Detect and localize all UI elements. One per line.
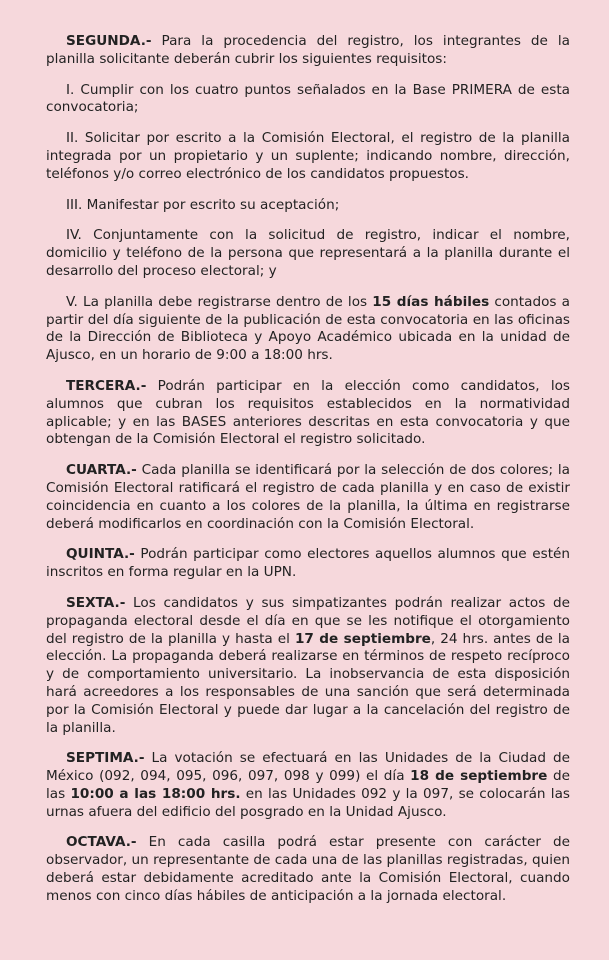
section-text-cont: de las: [46, 768, 570, 802]
section-septima: [46, 750, 570, 821]
section-heading: SEXTA.-: [66, 594, 126, 611]
requirement-v-text: V. La planilla debe registrarse dentro de los: [66, 293, 373, 310]
section-tercera: [46, 378, 570, 449]
requirement-i: I. Cumplir con los cuatro puntos señalados en la Base PRIMERA de esta convocatoria;: [46, 81, 570, 116]
section-text-end: en las Unidades 092 y la 097, se colocarán las urnas afuera del edificio del posgrado en la Unidad Ajusco.: [46, 785, 570, 820]
requirement-v-deadline: 15 días hábiles: [372, 293, 490, 310]
section-quinta: [46, 546, 570, 582]
section-segunda: [46, 33, 570, 69]
time-highlight: 10:00 a las 18:00 hrs.: [70, 785, 241, 802]
date-highlight: 17 de septiembre: [294, 630, 431, 647]
section-sexta: [46, 595, 570, 737]
section-heading: TERCERA.-: [66, 377, 147, 394]
section-octava: [46, 834, 570, 905]
section-text: Podrán participar como electores aquellos alumnos que estén inscritos en forma regular en la UPN.: [46, 546, 570, 581]
requirement-ii: II. Solicitar por escrito a la Comisión Electoral, el registro de la planilla integrada por un propietario y un suplente; indicando nombre, dirección, teléfonos y/o correo electrónico de los candidatos propuestos.: [46, 130, 570, 182]
section-heading: SEPTIMA.-: [66, 750, 145, 767]
section-text: Para la procedencia del registro, los integrantes de la planilla solicitante deberán cubrir los siguientes requisitos:: [46, 33, 570, 67]
date-highlight: 18 de septiembre: [410, 768, 548, 785]
section-text: Cada planilla se identificará por la selección de dos colores; la Comisión Electoral ratificará el registro de cada planilla y en caso de existir coincidencia en cuanto a los colores de la planilla, la última en registrarse deberá modificarlos en coordinación con la Comisión Electoral.: [46, 462, 570, 532]
requirement-v: [46, 294, 570, 365]
section-text: La votación se efectuará en las Unidades de la Ciudad de México (092, 094, 095, 096, 097, 098 y 099) el día: [46, 750, 570, 785]
section-text: Los candidatos y sus simpatizantes podrán realizar actos de propaganda electoral desde el día en que se les notifique el otorgamiento del registro de la planilla y hasta el: [46, 594, 570, 647]
section-text: En cada casilla podrá estar presente con carácter de observador, un representante de cada una de las planillas registradas, quien deberá estar debidamente acreditado ante la Comisión Electoral, cuando menos con cinco días hábiles de anticipación a la jornada electoral.: [46, 834, 570, 904]
section-text: Podrán participar en la elección como candidatos, los alumnos que cubran los requisitos establecidos en la normatividad aplicable; y en las BASES anteriores descritas en esta convocatoria y que obtengan de la Comisión Electoral el registro solicitado.: [46, 377, 570, 448]
requirement-iv: IV. Conjuntamente con la solicitud de registro, indicar el nombre, domicilio y teléfono de la persona que representará a la planilla durante el desarrollo del proceso electoral; y: [46, 227, 570, 279]
section-heading: QUINTA.-: [66, 546, 135, 563]
requirement-v-text-cont: contados a partir del día siguiente de la publicación de esta convocatoria en las oficinas de la Dirección de Biblioteca y Apoyo Académico ubicada en la unidad de Ajusco, en un horario de 9:00 a 18:00 hrs.: [46, 293, 570, 364]
section-text-cont: , 24 hrs. antes de la elección. La propaganda deberá realizarse en términos de respeto recíproco y de comportamiento universitario. La inobservancia de esta disposición hará acreedores a los responsables de una sanción que será determinada por la Comisión Electoral y puede dar lugar a la cancelación del registro de la planilla.: [46, 630, 570, 736]
requirement-iii: III. Manifestar por escrito su aceptación;: [66, 196, 340, 213]
section-heading: SEGUNDA.-: [66, 33, 152, 49]
section-heading: OCTAVA.-: [66, 834, 137, 851]
section-heading: CUARTA.-: [66, 462, 137, 479]
section-cuarta: [46, 462, 570, 533]
